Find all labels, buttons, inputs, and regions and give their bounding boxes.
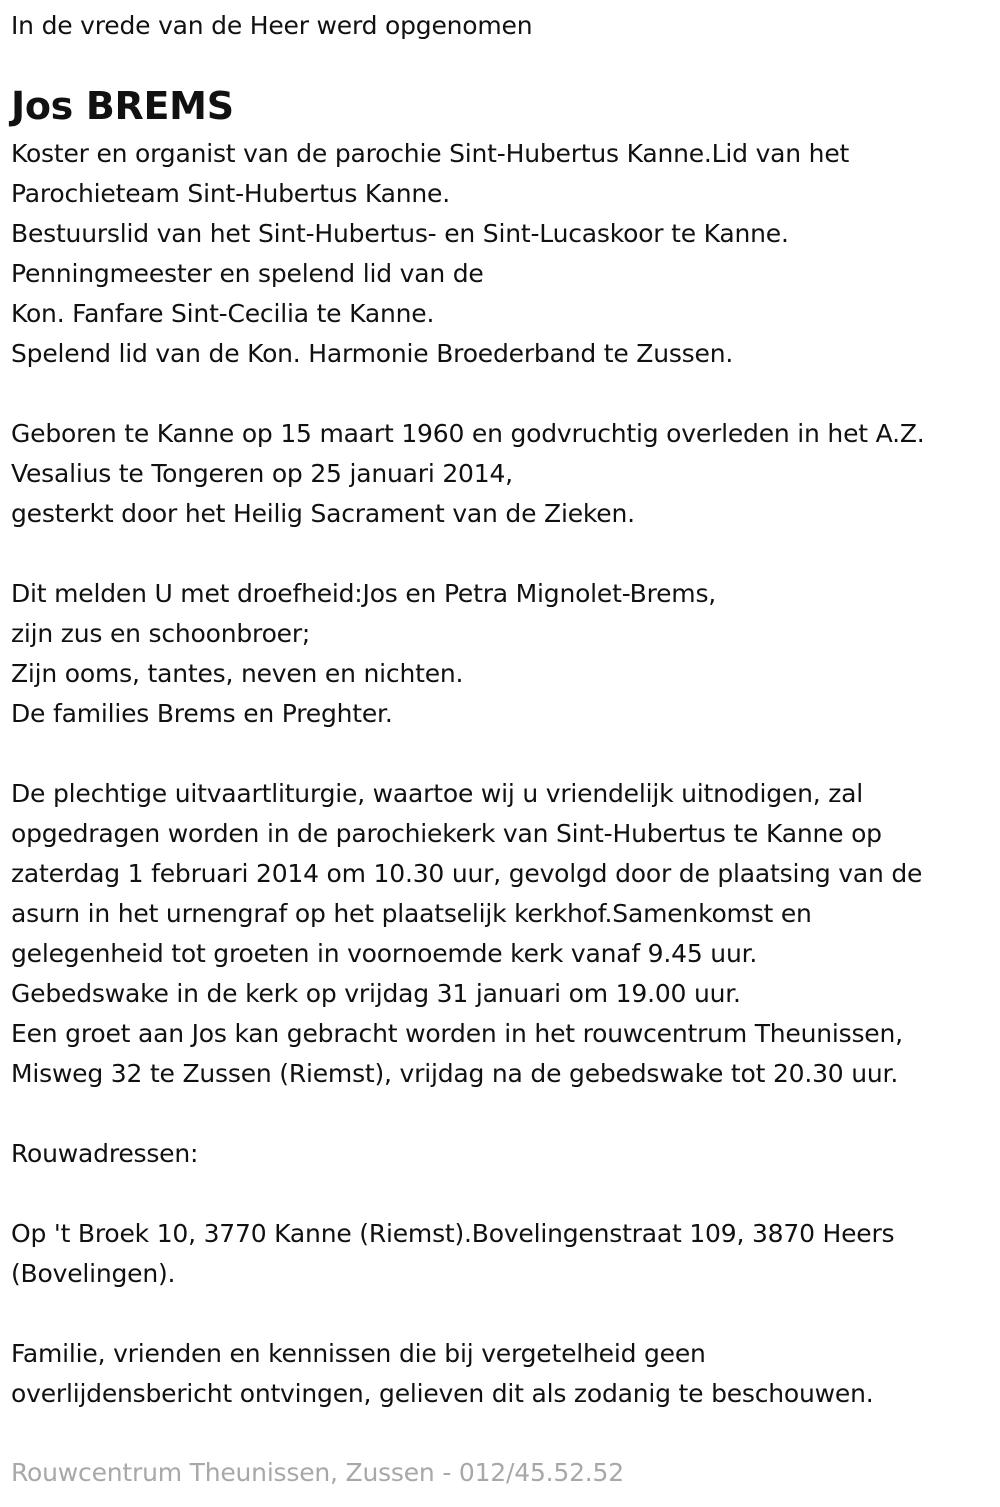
closing-section — [11, 1334, 991, 1414]
birth-death-line: gesterkt door het Heilig Sacrament van de Zieken. — [11, 499, 635, 528]
address-line: Op 't Broek 10, 3770 Kanne (Riemst).Bovelingenstraat 109, 3870 Heers — [11, 1219, 895, 1248]
funeral-line: Misweg 32 te Zussen (Riemst), vrijdag na de gebedswake tot 20.30 uur. — [11, 1059, 899, 1088]
closing-line: overlijdensbericht ontvingen, gelieven dit als zodanig te beschouwen. — [11, 1379, 874, 1408]
deceased-name: Jos BREMS — [11, 84, 234, 128]
roles-line: Parochieteam Sint-Hubertus Kanne. — [11, 179, 450, 208]
addresses-section — [11, 1214, 991, 1294]
funeral-line: Een groet aan Jos kan gebracht worden in het rouwcentrum Theunissen, — [11, 1019, 903, 1048]
intro-line: In de vrede van de Heer werd opgenomen — [11, 11, 533, 40]
funeral-line: De plechtige uitvaartliturgie, waartoe wij u vriendelijk uitnodigen, zal — [11, 779, 864, 808]
roles-line: Kon. Fanfare Sint-Cecilia te Kanne. — [11, 299, 435, 328]
funeral-line: gelegenheid tot groeten in voornoemde kerk vanaf 9.45 uur. — [11, 939, 758, 968]
addresses-label: Rouwadressen: — [11, 1139, 199, 1168]
family-line: zijn zus en schoonbroer; — [11, 619, 311, 648]
address-line: (Bovelingen). — [11, 1259, 176, 1288]
roles-line: Bestuurslid van het Sint-Hubertus- en Sint-Lucaskoor te Kanne. — [11, 219, 789, 248]
birth-death-section — [11, 414, 991, 534]
family-line: De families Brems en Preghter. — [11, 699, 393, 728]
funeral-line: Gebedswake in de kerk op vrijdag 31 januari om 19.00 uur. — [11, 979, 741, 1008]
roles-section — [11, 134, 991, 374]
addresses-label-section — [11, 1134, 991, 1174]
closing-line: Familie, vrienden en kennissen die bij vergetelheid geen — [11, 1339, 706, 1368]
funeral-home-footer: Rouwcentrum Theunissen, Zussen - 012/45.52.52 — [11, 1458, 624, 1487]
birth-death-line: Vesalius te Tongeren op 25 januari 2014, — [11, 459, 513, 488]
family-section — [11, 574, 991, 734]
family-line: Dit melden U met droefheid:Jos en Petra Mignolet-Brems, — [11, 579, 717, 608]
funeral-line: opgedragen worden in de parochiekerk van Sint-Hubertus te Kanne op — [11, 819, 882, 848]
funeral-line: zaterdag 1 februari 2014 om 10.30 uur, gevolgd door de plaatsing van de — [11, 859, 923, 888]
funeral-line: asurn in het urnengraf op het plaatselijk kerkhof.Samenkomst en — [11, 899, 812, 928]
birth-death-line: Geboren te Kanne op 15 maart 1960 en godvruchtig overleden in het A.Z. — [11, 419, 925, 448]
roles-line: Penningmeester en spelend lid van de — [11, 259, 484, 288]
family-line: Zijn ooms, tantes, neven en nichten. — [11, 659, 464, 688]
funeral-section — [11, 774, 991, 1094]
roles-line: Koster en organist van de parochie Sint-Hubertus Kanne.Lid van het — [11, 139, 850, 168]
roles-line: Spelend lid van de Kon. Harmonie Broederband te Zussen. — [11, 339, 734, 368]
